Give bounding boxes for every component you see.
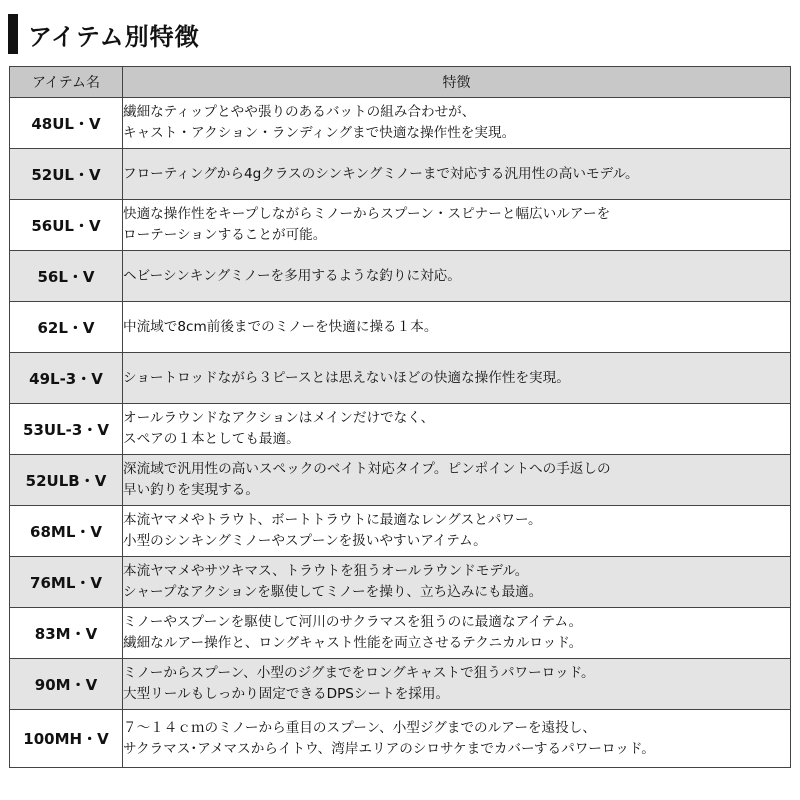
table-row <box>10 302 791 353</box>
item-features-table <box>9 66 791 768</box>
table-row <box>10 149 791 200</box>
item-name-cell: 56UL・V <box>10 200 123 251</box>
header-accent-bar <box>8 14 18 54</box>
table-header-row <box>10 67 791 98</box>
item-name-cell: 52UL・V <box>10 149 123 200</box>
table-row <box>10 506 791 557</box>
item-name-cell: 68ML・V <box>10 506 123 557</box>
feature-cell <box>123 302 791 353</box>
table-row <box>10 608 791 659</box>
page-title: アイテム別特徴 <box>28 22 200 51</box>
feature-cell <box>123 251 791 302</box>
table-row <box>10 98 791 149</box>
table-row <box>10 455 791 506</box>
feature-line: 繊細なルアー操作と、ロングキャスト性能を両立させるテクニカルロッド。 <box>123 635 583 651</box>
feature-cell <box>123 710 791 768</box>
feature-line: ７～１４ｃｍのミノーから重目のスプーン、小型ジグまでのルアーを遠投し、 <box>123 719 596 736</box>
feature-line: 深流域で汎用性の高いスペックのベイト対応タイプ。ピンポイントへの手返しの <box>123 461 611 477</box>
feature-cell <box>123 659 791 710</box>
table-body <box>10 98 791 768</box>
feature-line: オールラウンドなアクションはメインだけでなく、 <box>123 410 435 426</box>
feature-line: ヘビーシンキングミノーを多用するような釣りに対応。 <box>123 267 461 284</box>
feature-cell <box>123 455 791 506</box>
feature-line: ショートロッドながら３ピースとは思えないほどの快適な操作性を実現。 <box>123 369 570 386</box>
table-row <box>10 659 791 710</box>
table-row <box>10 353 791 404</box>
item-name-cell: 49L-3・V <box>10 353 123 404</box>
feature-line: 繊細なティップとやや張りのあるバットの組み合わせが、 <box>123 104 476 120</box>
feature-line: ミノーからスプーン、小型のジグまでをロングキャストで狙うパワーロッド。 <box>123 665 595 681</box>
column-header-item-name: アイテム名 <box>10 67 123 98</box>
feature-cell <box>123 608 791 659</box>
table-row <box>10 557 791 608</box>
feature-line: 本流ヤマメやトラウト、ボートトラウトに最適なレングスとパワー。 <box>123 512 542 528</box>
item-name-cell: 62L・V <box>10 302 123 353</box>
item-name-cell: 90M・V <box>10 659 123 710</box>
feature-cell <box>123 98 791 149</box>
feature-line: サクラマス･アメマスからイトウ、湾岸エリアのシロサケまでカバーするパワーロッド。 <box>123 740 655 757</box>
item-name-cell: 56L・V <box>10 251 123 302</box>
feature-line: 中流域で8cm前後までのミノーを快適に操る１本。 <box>123 318 438 335</box>
feature-cell <box>123 353 791 404</box>
table-row <box>10 710 791 768</box>
feature-line: ローテーションすることが可能。 <box>123 227 327 243</box>
feature-cell <box>123 149 791 200</box>
section-header <box>8 14 200 54</box>
feature-line: フローティングから4gクラスのシンキングミノーまで対応する汎用性の高いモデル。 <box>123 165 639 182</box>
feature-line: キャスト・アクション・ランディングまで快適な操作性を実現。 <box>123 125 516 141</box>
table-row <box>10 251 791 302</box>
item-name-cell: 100MH・V <box>10 710 123 768</box>
feature-line: スペアの１本としても最適。 <box>123 431 300 447</box>
feature-line: 早い釣りを実現する。 <box>123 482 259 498</box>
table-row <box>10 200 791 251</box>
feature-line: 大型リールもしっかり固定できるDPSシートを採用。 <box>123 686 450 702</box>
feature-line: 小型のシンキングミノーやスプーンを扱いやすいアイテム。 <box>123 533 487 549</box>
feature-cell <box>123 404 791 455</box>
item-name-cell: 53UL-3・V <box>10 404 123 455</box>
feature-cell <box>123 506 791 557</box>
item-name-cell: 48UL・V <box>10 98 123 149</box>
feature-line: 本流ヤマメやサツキマス、トラウトを狙うオールラウンドモデル。 <box>123 563 529 579</box>
feature-cell <box>123 557 791 608</box>
column-header-feature: 特徴 <box>123 67 791 98</box>
item-name-cell: 83M・V <box>10 608 123 659</box>
item-name-cell: 52ULB・V <box>10 455 123 506</box>
feature-line: 快適な操作性をキープしながらミノーからスプーン・スピナーと幅広いルアーを <box>123 206 611 222</box>
item-name-cell: 76ML・V <box>10 557 123 608</box>
feature-line: ミノーやスプーンを駆使して河川のサクラマスを狙うのに最適なアイテム。 <box>123 614 583 630</box>
feature-cell <box>123 200 791 251</box>
table-row <box>10 404 791 455</box>
feature-line: シャープなアクションを駆使してミノーを操り、立ち込みにも最適。 <box>123 584 543 600</box>
